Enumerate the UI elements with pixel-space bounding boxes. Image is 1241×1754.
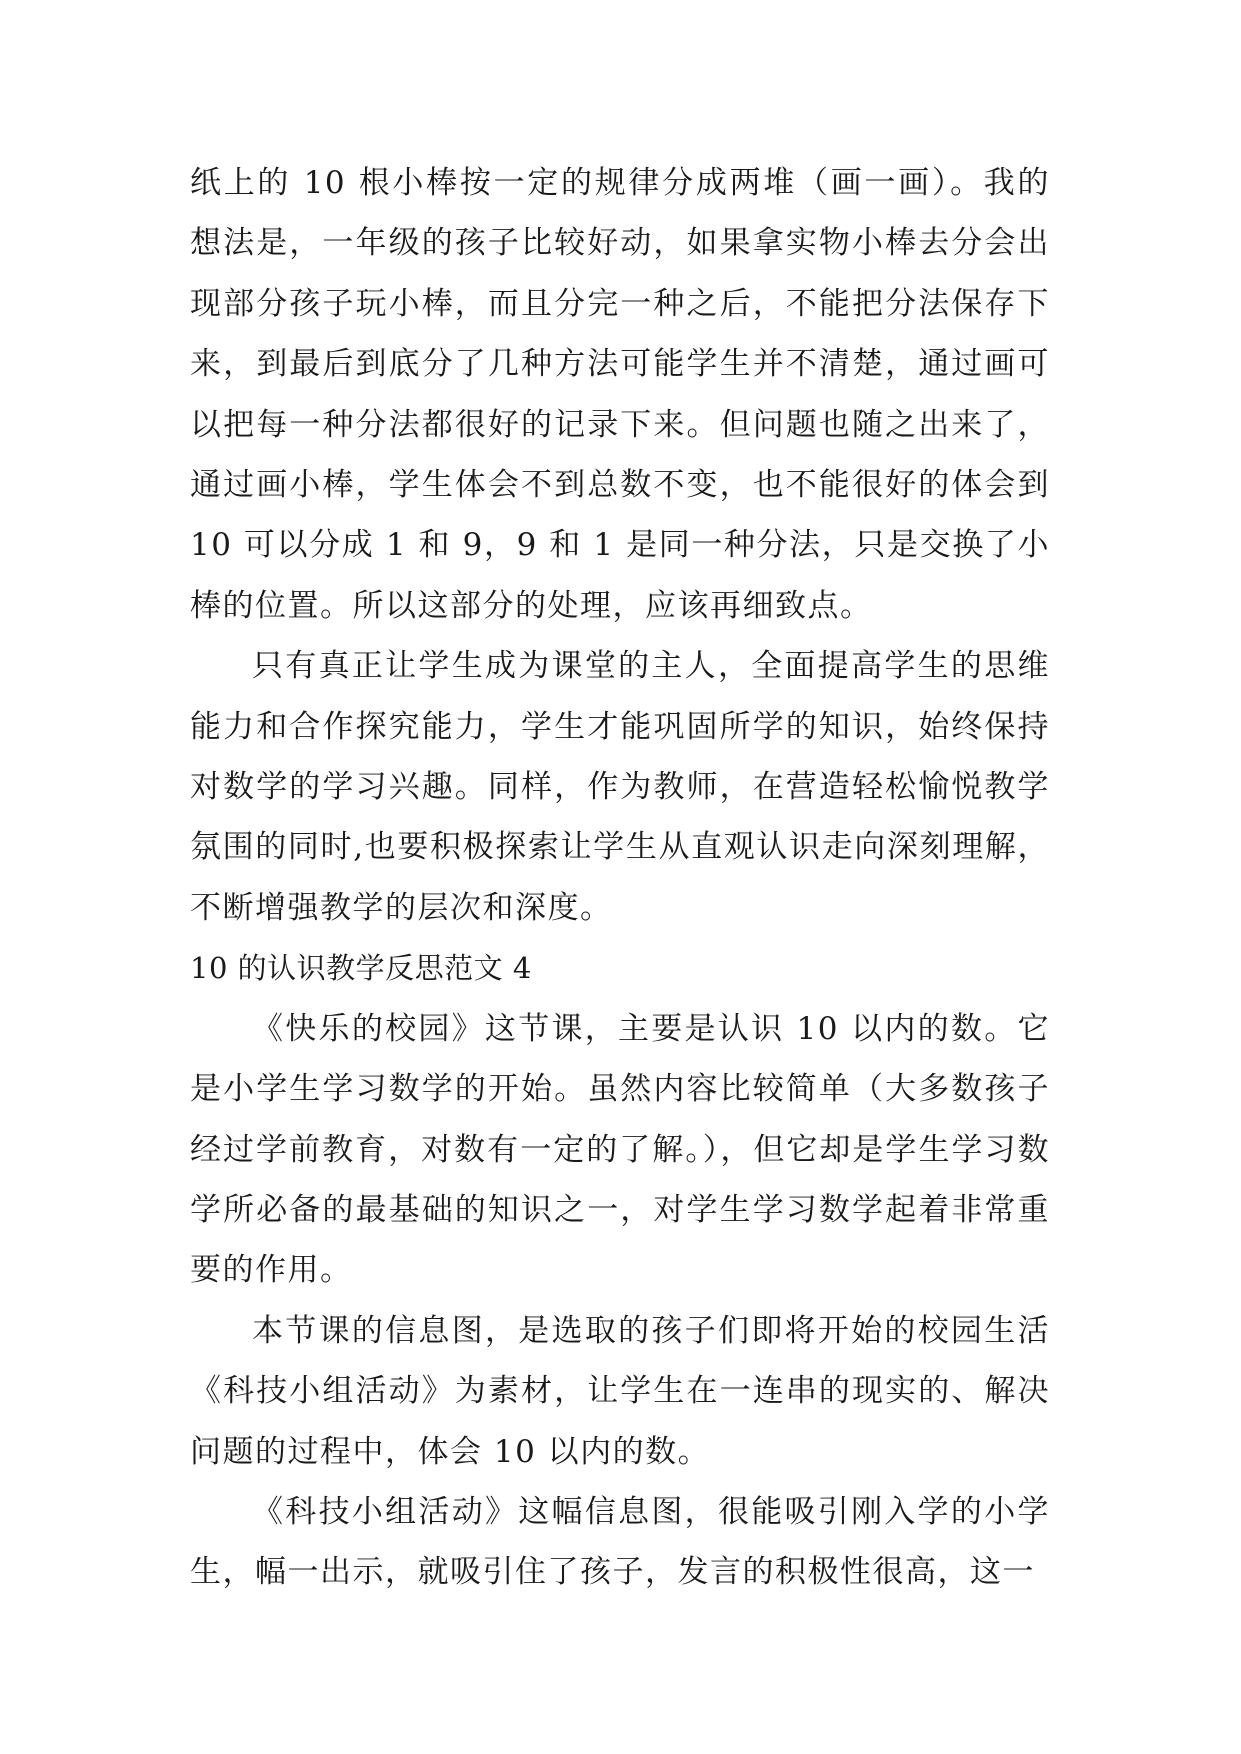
paragraph-info-graph: 本节课的信息图，是选取的孩子们即将开始的校园生活《科技小组活动》为素材，让学生在一连串的现实的、解决问题的过程中，体会 10 以内的数。 (190, 1312, 1050, 1470)
paragraph-continued: 纸上的 10 根小棒按一定的规律分成两堆（画一画）。我的想法是，一年级的孩子比较好动，如果拿实物小棒去分会出现部分孩子玩小棒，而且分完一种之后，不能把分法保存下来，到最后到底分了几种方法可能学生并不清楚，通过画可以把每一种分法都很好的记录下来。但问题也随之出来了，通过画小棒，学生体会不到总数不变，也不能很好的体会到 10 可以分成 1 和 9，9 和 1 是同一种分法，只是交换了小棒的位置。所以这部分的处理，应该再细致点。 (190, 165, 1050, 624)
paragraph-activity: 《科技小组活动》这幅信息图，很能吸引刚入学的小学生，幅一出示，就吸引住了孩子，发言的积极性很高，这一 (190, 1493, 1050, 1591)
section-heading: 10 的认识教学反思范文 4 (190, 951, 532, 986)
paragraph-conclusion: 只有真正让学生成为课堂的主人，全面提高学生的思维能力和合作探究能力，学生才能巩固所学的知识，始终保持对数学的学习兴趣。同样，作为教师，在营造轻松愉悦教学氛围的同时,也要积极探索让学生从直观认识走向深刻理解，不断增强教学的层次和深度。 (190, 648, 1050, 926)
paragraph-intro: 《快乐的校园》这节课，主要是认识 10 以内的数。它是小学生学习数学的开始。虽然内容比较简单（大多数孩子经过学前教育，对数有一定的了解。），但它却是学生学习数学所必备的最基础的知识之一，对学生学习数学起着非常重要的作用。 (190, 1010, 1050, 1289)
document-body (190, 153, 1050, 1603)
